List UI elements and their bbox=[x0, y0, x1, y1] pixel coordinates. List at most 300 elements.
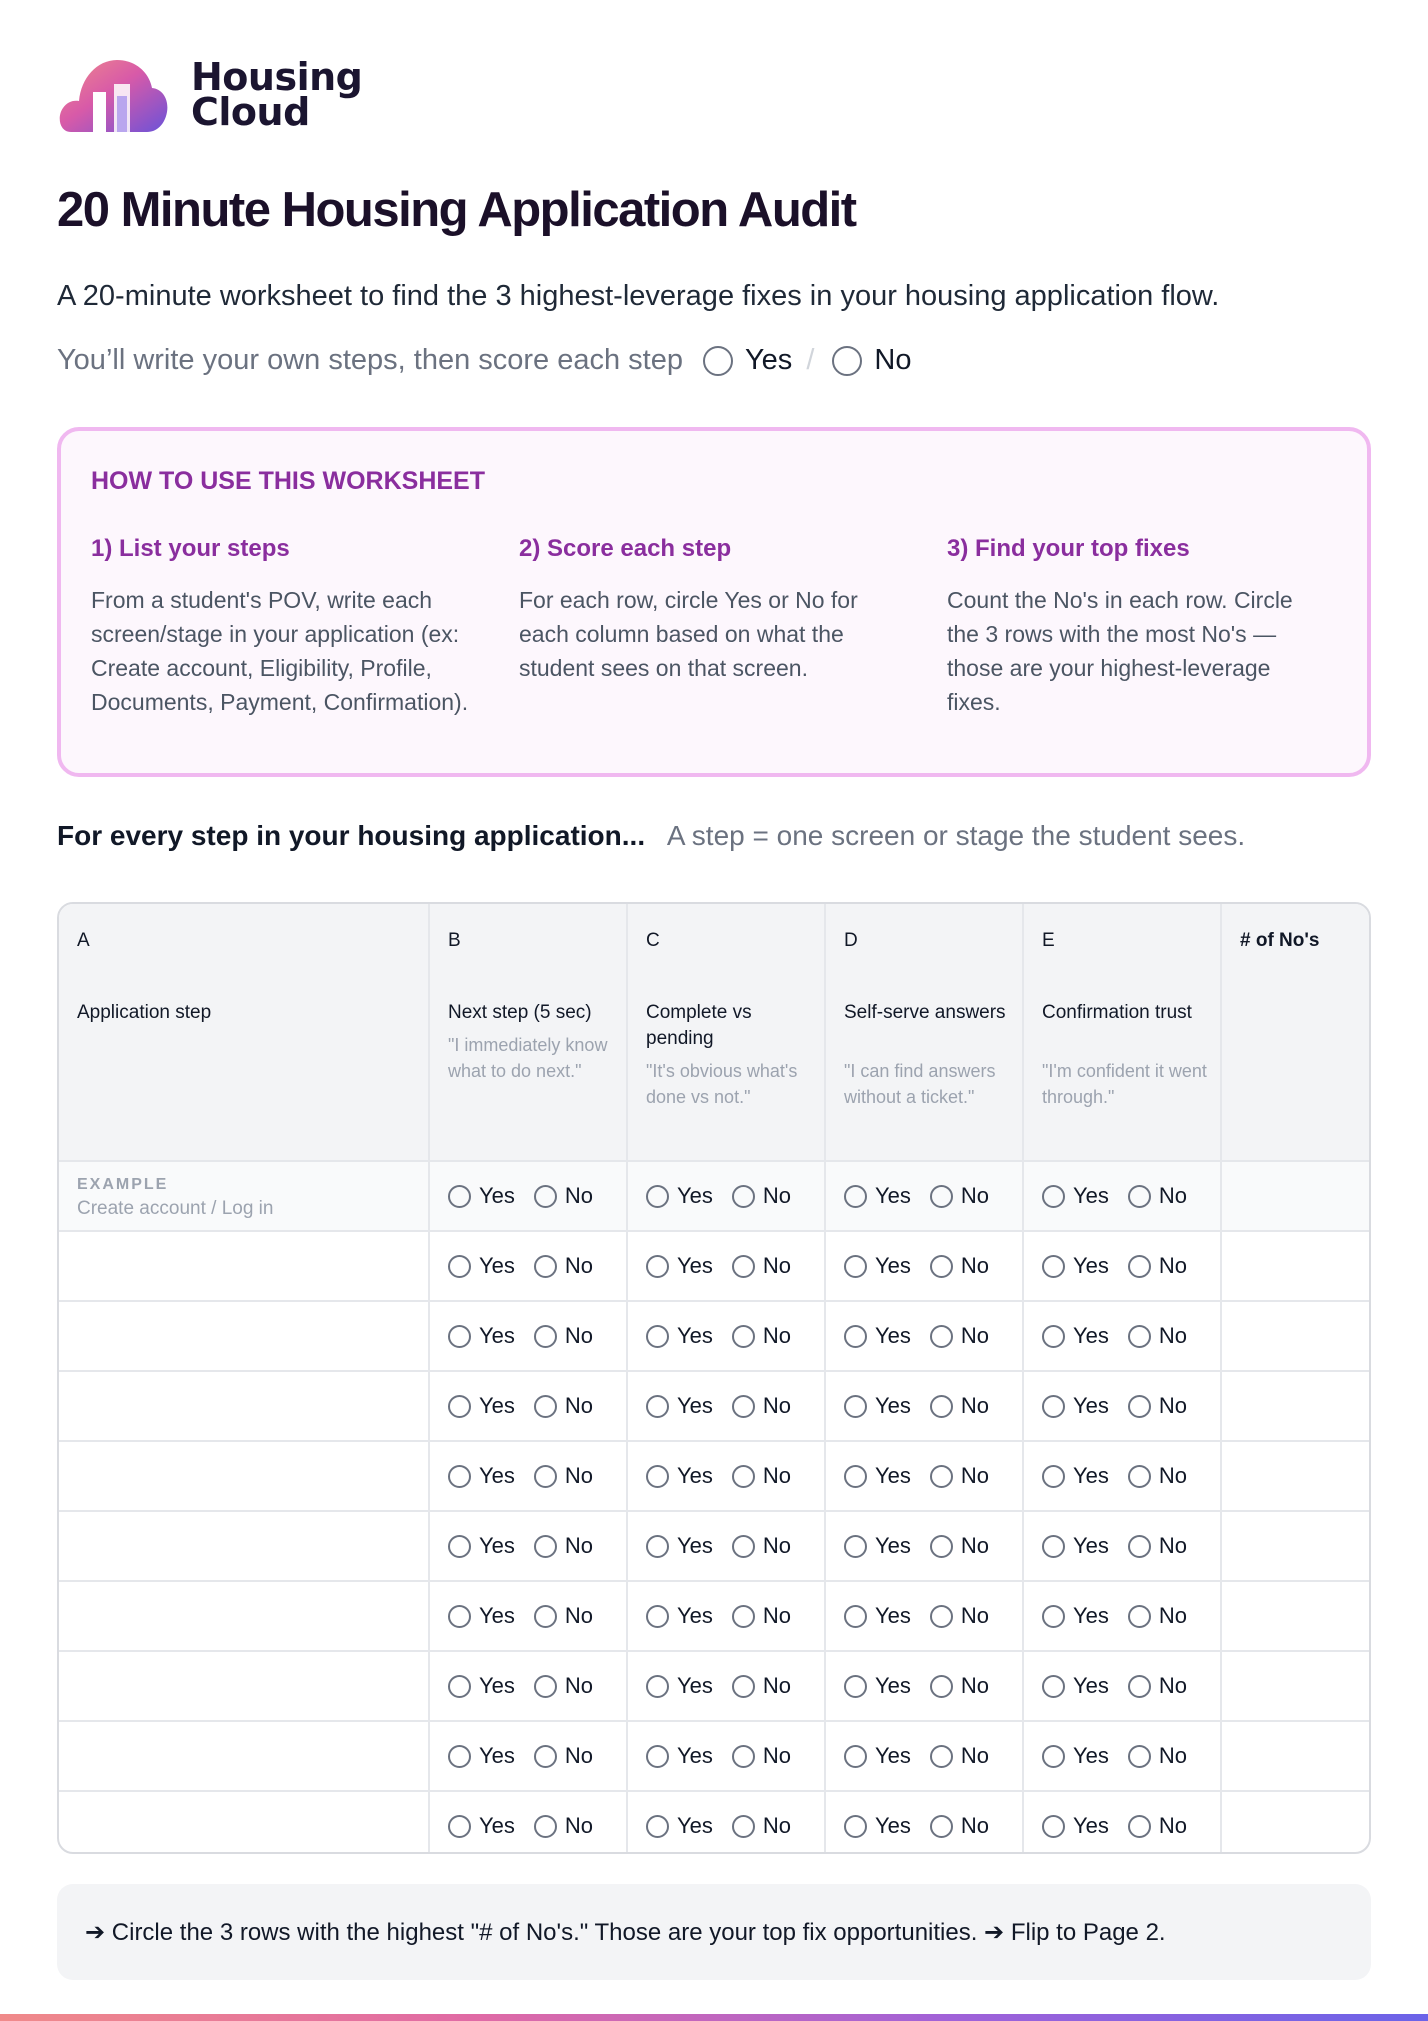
column-letter: A bbox=[77, 930, 90, 951]
step-cell[interactable] bbox=[59, 1372, 428, 1440]
no-label[interactable]: No bbox=[1158, 1673, 1188, 1698]
score-cell bbox=[1022, 1372, 1220, 1440]
yes-radio-icon[interactable] bbox=[844, 1395, 867, 1418]
how-to-step-title: 3) Find your top fixes bbox=[947, 535, 1190, 562]
no-radio-icon[interactable] bbox=[732, 1605, 755, 1628]
no-radio-icon[interactable] bbox=[930, 1255, 953, 1278]
no-radio-icon[interactable] bbox=[534, 1535, 557, 1558]
score-cell bbox=[626, 1162, 824, 1230]
yes-label[interactable]: Yes bbox=[875, 1393, 911, 1418]
no-label[interactable]: No bbox=[960, 1393, 990, 1418]
yes-no-choice bbox=[826, 1512, 1022, 1580]
yes-no-choice bbox=[826, 1302, 1022, 1370]
yes-label[interactable]: Yes bbox=[677, 1813, 713, 1838]
step-cell[interactable] bbox=[59, 1792, 428, 1854]
score-cell bbox=[1022, 1722, 1220, 1790]
yes-label[interactable]: Yes bbox=[677, 1673, 713, 1698]
how-to-step-body: From a student's POV, write each screen/stage in your application (ex: Create account, Eligibility, Profile, Documents, Payment, Confirmation). bbox=[91, 587, 469, 715]
yes-no-choice bbox=[430, 1442, 626, 1510]
yes-label[interactable]: Yes bbox=[677, 1743, 713, 1768]
score-cell bbox=[428, 1512, 626, 1580]
score-cell bbox=[428, 1582, 626, 1650]
yes-label[interactable]: Yes bbox=[1073, 1743, 1109, 1768]
no-label[interactable]: No bbox=[564, 1253, 594, 1278]
score-cell bbox=[428, 1652, 626, 1720]
no-radio-icon[interactable] bbox=[534, 1815, 557, 1838]
yes-label[interactable]: Yes bbox=[479, 1743, 515, 1768]
table-header-row bbox=[59, 904, 1369, 1160]
no-radio-icon[interactable] bbox=[1128, 1465, 1151, 1488]
yes-radio-icon[interactable] bbox=[1042, 1675, 1065, 1698]
column-letter: E bbox=[1042, 930, 1055, 951]
no-label[interactable]: No bbox=[1158, 1533, 1188, 1558]
yes-radio-icon[interactable] bbox=[844, 1185, 867, 1208]
yes-no-choice bbox=[430, 1232, 626, 1300]
score-cell bbox=[626, 1302, 824, 1370]
yes-radio-icon[interactable] bbox=[1042, 1185, 1065, 1208]
score-cell bbox=[824, 1512, 1022, 1580]
yes-no-choice bbox=[1024, 1372, 1220, 1440]
yes-label[interactable]: Yes bbox=[479, 1673, 515, 1698]
score-cell bbox=[1022, 1162, 1220, 1230]
score-cell bbox=[626, 1372, 824, 1440]
yes-label[interactable]: Yes bbox=[1073, 1463, 1109, 1488]
step-cell[interactable] bbox=[59, 1442, 428, 1510]
score-cell bbox=[824, 1162, 1022, 1230]
column-name: Next step (5 sec) bbox=[448, 1002, 592, 1023]
yes-label[interactable]: Yes bbox=[1073, 1533, 1109, 1558]
footer-note: ➔ Circle the 3 rows with the highest "# of No's." Those are your top fix opportunities. ➔ Flip to Page 2. bbox=[57, 1884, 1371, 1980]
no-radio-icon[interactable] bbox=[732, 1745, 755, 1768]
how-to-step-3 bbox=[947, 535, 1327, 719]
no-label[interactable]: No bbox=[762, 1393, 792, 1418]
no-label[interactable]: No bbox=[564, 1813, 594, 1838]
no-radio-icon[interactable] bbox=[732, 1465, 755, 1488]
yes-label[interactable]: Yes bbox=[677, 1463, 713, 1488]
yes-label[interactable]: Yes bbox=[875, 1673, 911, 1698]
score-cell bbox=[1022, 1302, 1220, 1370]
no-radio-icon[interactable] bbox=[930, 1605, 953, 1628]
yes-label[interactable]: Yes bbox=[479, 1813, 515, 1838]
yes-radio-icon[interactable] bbox=[448, 1675, 471, 1698]
yes-label[interactable]: Yes bbox=[1073, 1813, 1109, 1838]
no-radio-icon[interactable] bbox=[732, 1255, 755, 1278]
no-radio-icon[interactable] bbox=[534, 1675, 557, 1698]
no-label[interactable]: No bbox=[1158, 1743, 1188, 1768]
no-label[interactable]: No bbox=[762, 1323, 792, 1348]
yes-no-choice bbox=[1024, 1582, 1220, 1650]
yes-radio-icon[interactable] bbox=[448, 1745, 471, 1768]
yes-no-choice bbox=[1024, 1442, 1220, 1510]
yes-no-choice bbox=[430, 1652, 626, 1720]
yes-label[interactable]: Yes bbox=[479, 1183, 515, 1208]
score-cell bbox=[824, 1372, 1022, 1440]
no-label[interactable]: No bbox=[762, 1673, 792, 1698]
no-count-cell[interactable] bbox=[1220, 1162, 1369, 1230]
score-cell bbox=[626, 1512, 824, 1580]
yes-radio-icon[interactable] bbox=[448, 1535, 471, 1558]
yes-radio-icon[interactable] bbox=[646, 1675, 669, 1698]
no-radio-icon[interactable] bbox=[732, 1675, 755, 1698]
no-label[interactable]: No bbox=[564, 1673, 594, 1698]
yes-no-choice bbox=[628, 1722, 824, 1790]
table-row bbox=[59, 1440, 1369, 1510]
no-radio-icon[interactable] bbox=[1128, 1395, 1151, 1418]
no-label[interactable]: No bbox=[1158, 1603, 1188, 1628]
score-cell bbox=[626, 1582, 824, 1650]
no-label[interactable]: No bbox=[960, 1603, 990, 1628]
yes-no-choice bbox=[628, 1652, 824, 1720]
yes-radio-icon[interactable] bbox=[448, 1255, 471, 1278]
cloud-building-logo-icon bbox=[57, 56, 169, 134]
yes-radio-icon[interactable] bbox=[646, 1815, 669, 1838]
yes-no-choice bbox=[826, 1582, 1022, 1650]
no-label[interactable]: No bbox=[762, 1813, 792, 1838]
no-label[interactable]: No bbox=[564, 1183, 594, 1208]
no-radio-icon[interactable] bbox=[534, 1605, 557, 1628]
no-label[interactable]: No bbox=[762, 1743, 792, 1768]
no-radio-icon[interactable] bbox=[732, 1815, 755, 1838]
intro-text: A 20-minute worksheet to find the 3 highest-leverage fixes in your housing application flow. bbox=[57, 280, 1220, 312]
subintro-no: No bbox=[874, 344, 912, 376]
no-radio-icon[interactable] bbox=[930, 1395, 953, 1418]
header-cell-d bbox=[824, 904, 1022, 1160]
yes-label[interactable]: Yes bbox=[479, 1323, 515, 1348]
score-cell bbox=[626, 1722, 824, 1790]
column-letter: D bbox=[844, 930, 858, 951]
no-label[interactable]: No bbox=[564, 1743, 594, 1768]
no-count-cell[interactable] bbox=[1220, 1232, 1369, 1300]
no-label[interactable]: No bbox=[960, 1253, 990, 1278]
yes-radio-icon[interactable] bbox=[844, 1675, 867, 1698]
score-cell bbox=[428, 1722, 626, 1790]
how-to-step-body: Count the No's in each row. Circle the 3 rows with the most No's — those are your highest-leverage fixes. bbox=[947, 587, 1293, 715]
no-label[interactable]: No bbox=[1158, 1463, 1188, 1488]
yes-radio-icon[interactable] bbox=[844, 1815, 867, 1838]
no-label[interactable]: No bbox=[1158, 1813, 1188, 1838]
column-letter: # of No's bbox=[1240, 930, 1320, 951]
yes-radio-icon[interactable] bbox=[1042, 1395, 1065, 1418]
no-count-cell[interactable] bbox=[1220, 1652, 1369, 1720]
table-row bbox=[59, 1650, 1369, 1720]
yes-label[interactable]: Yes bbox=[677, 1533, 713, 1558]
header-cell-c bbox=[626, 904, 824, 1160]
no-count-cell[interactable] bbox=[1220, 1792, 1369, 1854]
no-radio-icon[interactable] bbox=[930, 1675, 953, 1698]
no-label[interactable]: No bbox=[1158, 1323, 1188, 1348]
yes-radio-icon[interactable] bbox=[1042, 1815, 1065, 1838]
how-to-step-2 bbox=[519, 535, 899, 685]
yes-no-choice bbox=[826, 1792, 1022, 1854]
no-label[interactable]: No bbox=[564, 1603, 594, 1628]
yes-radio-icon[interactable] bbox=[448, 1395, 471, 1418]
yes-radio-icon[interactable] bbox=[448, 1605, 471, 1628]
no-label[interactable]: No bbox=[960, 1183, 990, 1208]
yes-radio-icon[interactable] bbox=[646, 1465, 669, 1488]
header-cell-no-count bbox=[1220, 904, 1369, 1160]
yes-label[interactable]: Yes bbox=[479, 1463, 515, 1488]
no-label[interactable]: No bbox=[762, 1603, 792, 1628]
score-cell bbox=[428, 1232, 626, 1300]
table-row bbox=[59, 1790, 1369, 1854]
yes-no-choice bbox=[826, 1442, 1022, 1510]
no-radio-icon[interactable] bbox=[1128, 1185, 1151, 1208]
no-radio-icon[interactable] bbox=[1128, 1535, 1151, 1558]
score-cell bbox=[1022, 1792, 1220, 1854]
subintro bbox=[57, 344, 911, 377]
yes-no-choice bbox=[430, 1722, 626, 1790]
step-cell[interactable] bbox=[59, 1722, 428, 1790]
score-cell bbox=[626, 1792, 824, 1854]
no-radio-icon[interactable] bbox=[1128, 1675, 1151, 1698]
score-cell bbox=[824, 1652, 1022, 1720]
yes-radio-icon[interactable] bbox=[646, 1535, 669, 1558]
yes-no-choice bbox=[628, 1372, 824, 1440]
no-label[interactable]: No bbox=[762, 1533, 792, 1558]
yes-no-choice bbox=[628, 1442, 824, 1510]
header-cell-b bbox=[428, 904, 626, 1160]
yes-no-choice bbox=[430, 1792, 626, 1854]
no-radio-icon[interactable] bbox=[1128, 1255, 1151, 1278]
no-radio-icon[interactable] bbox=[1128, 1745, 1151, 1768]
score-cell bbox=[626, 1652, 824, 1720]
step-cell[interactable] bbox=[59, 1302, 428, 1370]
yes-radio-icon[interactable] bbox=[1042, 1745, 1065, 1768]
header-cell-e bbox=[1022, 904, 1220, 1160]
yes-label[interactable]: Yes bbox=[677, 1253, 713, 1278]
no-label[interactable]: No bbox=[564, 1533, 594, 1558]
yes-label[interactable]: Yes bbox=[677, 1603, 713, 1628]
yes-radio-icon[interactable] bbox=[646, 1605, 669, 1628]
no-radio-icon[interactable] bbox=[1128, 1325, 1151, 1348]
yes-label[interactable]: Yes bbox=[1073, 1393, 1109, 1418]
table-row bbox=[59, 1370, 1369, 1440]
yes-label[interactable]: Yes bbox=[479, 1603, 515, 1628]
yes-no-choice bbox=[430, 1302, 626, 1370]
example-tag: EXAMPLE bbox=[77, 1176, 169, 1193]
no-label[interactable]: No bbox=[762, 1253, 792, 1278]
yes-radio-icon[interactable] bbox=[1042, 1605, 1065, 1628]
no-radio-icon[interactable] bbox=[930, 1465, 953, 1488]
how-to-heading: HOW TO USE THIS WORKSHEET bbox=[91, 467, 485, 495]
yes-radio-icon[interactable] bbox=[1042, 1255, 1065, 1278]
column-name: Application step bbox=[77, 1002, 212, 1023]
brand-logo bbox=[57, 56, 362, 134]
table-row bbox=[59, 1510, 1369, 1580]
yes-radio-icon[interactable] bbox=[844, 1535, 867, 1558]
yes-no-choice bbox=[430, 1582, 626, 1650]
yes-radio-icon[interactable] bbox=[1042, 1535, 1065, 1558]
how-to-panel bbox=[57, 427, 1371, 777]
table-row bbox=[59, 1580, 1369, 1650]
no-radio-icon[interactable] bbox=[534, 1465, 557, 1488]
no-label[interactable]: No bbox=[960, 1813, 990, 1838]
no-radio-icon[interactable] bbox=[534, 1185, 557, 1208]
yes-label[interactable]: Yes bbox=[875, 1603, 911, 1628]
yes-no-choice bbox=[1024, 1232, 1220, 1300]
no-label[interactable]: No bbox=[960, 1323, 990, 1348]
yes-radio-icon[interactable] bbox=[448, 1465, 471, 1488]
no-label[interactable]: No bbox=[960, 1533, 990, 1558]
no-circle-icon bbox=[832, 346, 862, 376]
how-to-step-1 bbox=[91, 535, 471, 719]
yes-radio-icon[interactable] bbox=[646, 1325, 669, 1348]
header-cell-a bbox=[59, 904, 428, 1160]
no-label[interactable]: No bbox=[564, 1323, 594, 1348]
yes-radio-icon[interactable] bbox=[844, 1465, 867, 1488]
score-cell bbox=[428, 1302, 626, 1370]
yes-radio-icon[interactable] bbox=[646, 1185, 669, 1208]
no-radio-icon[interactable] bbox=[534, 1395, 557, 1418]
yes-label[interactable]: Yes bbox=[1073, 1323, 1109, 1348]
yes-radio-icon[interactable] bbox=[646, 1395, 669, 1418]
column-name: Confirmation trust bbox=[1042, 1002, 1192, 1023]
subintro-text: You’ll write your own steps, then score each step bbox=[57, 344, 683, 376]
step-cell[interactable] bbox=[59, 1232, 428, 1300]
step-cell[interactable] bbox=[59, 1512, 428, 1580]
column-quote: "I immediately know what to do next." bbox=[448, 1035, 608, 1081]
column-quote: "I'm confident it went through." bbox=[1042, 1061, 1207, 1107]
table-row bbox=[59, 1300, 1369, 1370]
yes-no-choice bbox=[628, 1512, 824, 1580]
score-cell bbox=[824, 1302, 1022, 1370]
no-count-cell[interactable] bbox=[1220, 1302, 1369, 1370]
no-label[interactable]: No bbox=[960, 1673, 990, 1698]
step-cell[interactable] bbox=[59, 1652, 428, 1720]
no-count-cell[interactable] bbox=[1220, 1372, 1369, 1440]
score-cell bbox=[1022, 1232, 1220, 1300]
score-cell bbox=[824, 1582, 1022, 1650]
no-count-cell[interactable] bbox=[1220, 1442, 1369, 1510]
yes-no-choice bbox=[1024, 1512, 1220, 1580]
steps-intro-muted: A step = one screen or stage the student sees. bbox=[666, 820, 1246, 851]
no-label[interactable]: No bbox=[1158, 1253, 1188, 1278]
no-label[interactable]: No bbox=[762, 1463, 792, 1488]
yes-label[interactable]: Yes bbox=[1073, 1603, 1109, 1628]
yes-label[interactable]: Yes bbox=[875, 1463, 911, 1488]
yes-label[interactable]: Yes bbox=[479, 1533, 515, 1558]
no-label[interactable]: No bbox=[1158, 1183, 1188, 1208]
no-radio-icon[interactable] bbox=[930, 1535, 953, 1558]
example-step: Create account / Log in bbox=[77, 1198, 274, 1219]
yes-radio-icon[interactable] bbox=[1042, 1465, 1065, 1488]
column-quote: "It's obvious what's done vs not." bbox=[646, 1061, 798, 1107]
audit-table bbox=[57, 902, 1371, 1854]
yes-label[interactable]: Yes bbox=[1073, 1673, 1109, 1698]
score-cell bbox=[824, 1722, 1022, 1790]
example-row bbox=[59, 1160, 1369, 1230]
no-radio-icon[interactable] bbox=[732, 1325, 755, 1348]
yes-radio-icon[interactable] bbox=[1042, 1325, 1065, 1348]
step-cell[interactable] bbox=[59, 1582, 428, 1650]
yes-radio-icon[interactable] bbox=[844, 1745, 867, 1768]
no-label[interactable]: No bbox=[960, 1743, 990, 1768]
no-radio-icon[interactable] bbox=[534, 1325, 557, 1348]
yes-label[interactable]: Yes bbox=[479, 1253, 515, 1278]
score-cell bbox=[1022, 1652, 1220, 1720]
yes-no-choice bbox=[1024, 1652, 1220, 1720]
no-radio-icon[interactable] bbox=[930, 1325, 953, 1348]
yes-radio-icon[interactable] bbox=[448, 1325, 471, 1348]
no-label[interactable]: No bbox=[564, 1393, 594, 1418]
yes-label[interactable]: Yes bbox=[875, 1183, 911, 1208]
yes-label[interactable]: Yes bbox=[875, 1323, 911, 1348]
yes-label[interactable]: Yes bbox=[875, 1813, 911, 1838]
yes-label[interactable]: Yes bbox=[875, 1533, 911, 1558]
yes-radio-icon[interactable] bbox=[448, 1815, 471, 1838]
score-cell bbox=[824, 1442, 1022, 1510]
score-cell bbox=[1022, 1582, 1220, 1650]
yes-no-choice bbox=[628, 1582, 824, 1650]
yes-no-choice bbox=[430, 1162, 626, 1230]
bottom-gradient-bar bbox=[0, 2014, 1428, 2021]
no-radio-icon[interactable] bbox=[732, 1395, 755, 1418]
yes-no-choice bbox=[1024, 1722, 1220, 1790]
no-radio-icon[interactable] bbox=[1128, 1815, 1151, 1838]
score-cell bbox=[626, 1232, 824, 1300]
column-quote: "I can find answers without a ticket." bbox=[844, 1061, 996, 1107]
score-cell bbox=[824, 1792, 1022, 1854]
subintro-yes: Yes bbox=[745, 344, 793, 376]
yes-label[interactable]: Yes bbox=[677, 1323, 713, 1348]
no-label[interactable]: No bbox=[1158, 1393, 1188, 1418]
no-count-cell[interactable] bbox=[1220, 1722, 1369, 1790]
column-name: Complete vs pending bbox=[646, 1002, 752, 1049]
yes-radio-icon[interactable] bbox=[646, 1255, 669, 1278]
yes-no-choice bbox=[1024, 1162, 1220, 1230]
no-radio-icon[interactable] bbox=[534, 1255, 557, 1278]
yes-label[interactable]: Yes bbox=[677, 1183, 713, 1208]
page-title: 20 Minute Housing Application Audit bbox=[57, 183, 856, 237]
yes-no-choice bbox=[826, 1722, 1022, 1790]
how-to-step-title: 2) Score each step bbox=[519, 535, 732, 562]
step-cell[interactable] bbox=[59, 1162, 428, 1230]
no-label[interactable]: No bbox=[960, 1463, 990, 1488]
no-radio-icon[interactable] bbox=[930, 1745, 953, 1768]
yes-label[interactable]: Yes bbox=[677, 1393, 713, 1418]
table-row bbox=[59, 1230, 1369, 1300]
yes-no-choice bbox=[628, 1232, 824, 1300]
no-radio-icon[interactable] bbox=[534, 1745, 557, 1768]
score-cell bbox=[428, 1442, 626, 1510]
yes-radio-icon[interactable] bbox=[844, 1255, 867, 1278]
yes-label[interactable]: Yes bbox=[1073, 1183, 1109, 1208]
no-count-cell[interactable] bbox=[1220, 1582, 1369, 1650]
yes-label[interactable]: Yes bbox=[479, 1393, 515, 1418]
no-radio-icon[interactable] bbox=[1128, 1605, 1151, 1628]
subintro-separator: / bbox=[806, 344, 815, 376]
no-radio-icon[interactable] bbox=[930, 1815, 953, 1838]
no-label[interactable]: No bbox=[564, 1463, 594, 1488]
yes-circle-icon bbox=[703, 346, 733, 376]
yes-no-choice bbox=[826, 1372, 1022, 1440]
no-radio-icon[interactable] bbox=[732, 1185, 755, 1208]
yes-label[interactable]: Yes bbox=[1073, 1253, 1109, 1278]
no-count-cell[interactable] bbox=[1220, 1512, 1369, 1580]
no-label[interactable]: No bbox=[762, 1183, 792, 1208]
yes-radio-icon[interactable] bbox=[646, 1745, 669, 1768]
no-radio-icon[interactable] bbox=[930, 1185, 953, 1208]
yes-radio-icon[interactable] bbox=[448, 1185, 471, 1208]
yes-radio-icon[interactable] bbox=[844, 1605, 867, 1628]
yes-radio-icon[interactable] bbox=[844, 1325, 867, 1348]
yes-label[interactable]: Yes bbox=[875, 1253, 911, 1278]
no-radio-icon[interactable] bbox=[732, 1535, 755, 1558]
steps-intro bbox=[57, 820, 1245, 852]
table-row bbox=[59, 1720, 1369, 1790]
yes-label[interactable]: Yes bbox=[875, 1743, 911, 1768]
yes-no-choice bbox=[826, 1652, 1022, 1720]
